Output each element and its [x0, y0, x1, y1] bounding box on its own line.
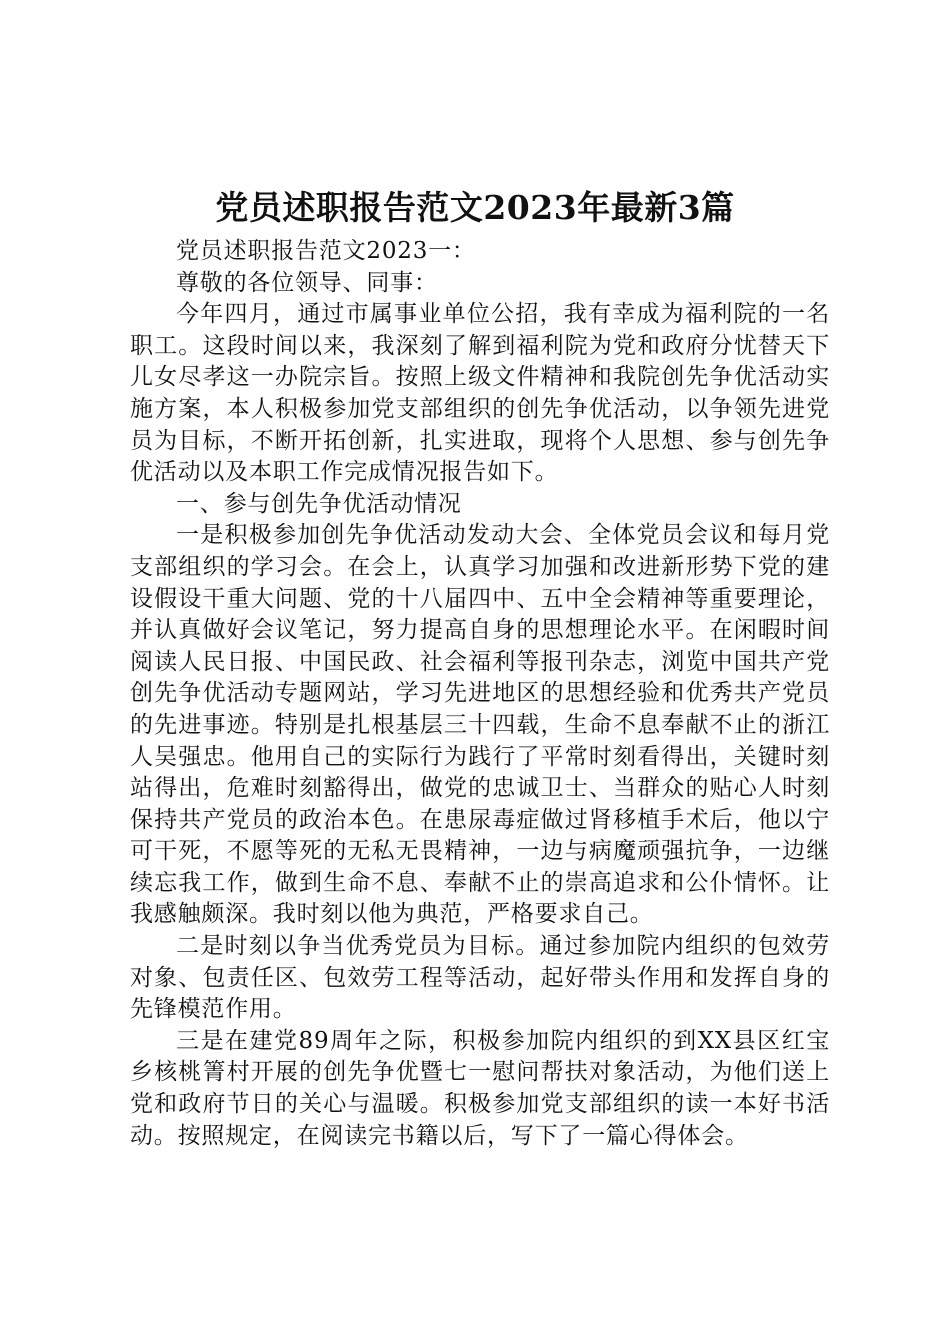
paragraph-two: 二是时刻以争当优秀党员为目标。通过参加院内组织的包效劳对象、包责任区、包效劳工程等活动，起好带头作用和发挥自身的先锋模范作用。 — [130, 933, 830, 1023]
document-body — [130, 236, 830, 1152]
document-title: 党员述职报告范文2023年最新3篇 — [215, 188, 735, 227]
salutation: 尊敬的各位领导、同事： — [176, 269, 438, 296]
paragraph-one: 一是积极参加创先争优活动发动大会、全体党员会议和每月党支部组织的学习会。在会上，认真学习加强和改进新形势下党的建设假设干重大问题、党的十八届四中、五中全会精神等重要理论，并认真做好会议笔记，努力提高自身的思想理论水平。在闲暇时间阅读人民日报、中国民政、社会福利等报刊杂志，浏览中国共产党创先争优活动专题网站，学习先进地区的思想经验和优秀共产党员的先进事迹。特别是扎根基层三十四载，生命不息奉献不止的浙江人吴强忠。他用自己的实际行为践行了平常时刻看得出，关键时刻站得出，危难时刻豁得出，做党的忠诚卫士、当群众的贴心人时刻保持共产党员的政治本色。在患尿毒症做过肾移植手术后，他以宁可干死，不愿等死的无私无畏精神，一边与病魔顽强抗争，一边继续忘我工作，做到生命不息、奉献不止的崇高追求和公仆情怀。让我感触颇深。我时刻以他为典范，严格要求自己。 — [130, 522, 830, 928]
intro-paragraph: 今年四月，通过市属事业单位公招，我有幸成为福利院的一名职工。这段时间以来，我深刻了解到福利院为党和政府分忧替天下儿女尽孝这一办院宗旨。按照上级文件精神和我院创先争优活动实施方案，本人积极参加党支部组织的创先争优活动，以争领先进党员为目标，不断开拓创新，扎实进取，现将个人思想、参与创先争优活动以及本职工作完成情况报告如下。 — [130, 301, 830, 486]
paragraph-three: 三是在建党89周年之际，积极参加院内组织的到XX县区红宝乡核桃箐村开展的创先争优暨七一慰问帮扶对象活动，为他们送上党和政府节日的关心与温暖。积极参加党支部组织的读一本好书活动。按照规定，在阅读完书籍以后，写下了一篇心得体会。 — [130, 1027, 830, 1149]
section-heading: 一、参与创先争优活动情况 — [176, 490, 462, 517]
report-heading-line: 党员述职报告范文2023一： — [176, 238, 476, 264]
